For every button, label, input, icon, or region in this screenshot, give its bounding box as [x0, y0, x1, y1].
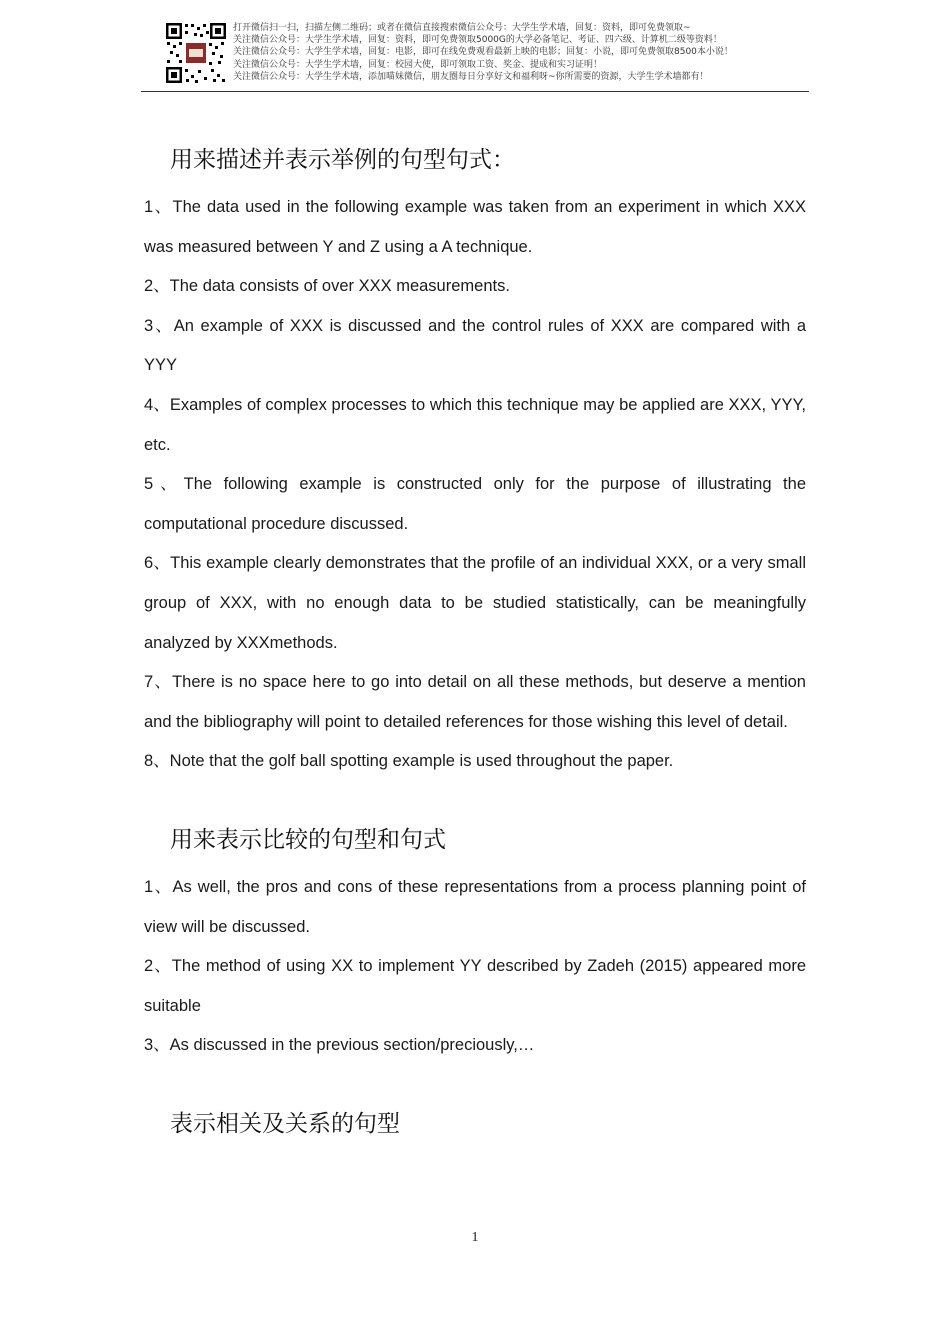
page-header — [165, 22, 809, 92]
section-examples — [144, 140, 806, 782]
list-item: 6、This example clearly demonstrates that the profile of an individual XXX, or a very small group of XXX, with no enough data to be studied statistically, can be meaningfully analyzed by XXXmethods. — [144, 554, 806, 652]
list-item: 7、There is no space here to go into detail on all these methods, but deserve a mention and the bibliography will point to detailed references for those wishing this level of detail. — [144, 673, 806, 731]
header-line: 关注微信公众号：大学生学术墙，添加喵妹微信，朋友圈每日分享好文和福利呀~你所需要的资源，大学生学术墙都有！ — [233, 71, 709, 82]
header-line: 关注微信公众号：大学生学术墙，回复：资料，即可免费领取5000G的大学必备笔记、考证、四六级、计算机二级等资料！ — [233, 35, 722, 46]
header-line: 关注微信公众号：大学生学术墙，回复：校园大使，即可领取工资、奖金、提成和实习证明！ — [233, 59, 603, 70]
list-item: 4、Examples of complex processes to which this technique may be applied are XXX, YYY, etc. — [144, 395, 806, 454]
header-line: 关注微信公众号：大学生学术墙，回复：电影，即可在线免费观看最新上映的电影；回复：小说，即可免费领取8500本小说！ — [233, 47, 733, 58]
section-title: 表示相关及关系的句型 — [170, 1110, 400, 1137]
document-body — [144, 140, 806, 1182]
header-divider — [141, 91, 809, 92]
header-notice — [233, 22, 813, 83]
list-item: 5、The following example is constructed only for the purpose of illustrating the computational procedure discussed. — [144, 475, 806, 533]
list-item: 8、Note that the golf ball spotting example is used throughout the paper. — [144, 752, 674, 771]
header-line: 打开微信扫一扫，扫描左侧二维码；或者在微信直接搜索微信公众号：大学生学术墙，回复：资料，即可免费领取~ — [233, 23, 691, 33]
list-item: 3、An example of XXX is discussed and the control rules of XXX are compared with a YYY — [144, 316, 806, 375]
page-number: 1 — [471, 1230, 479, 1245]
list-item: 3、As discussed in the previous section/preciously,… — [144, 1036, 535, 1055]
list-item: 2、The method of using XX to implement YY described by Zadeh (2015) appeared more suitable — [144, 957, 806, 1015]
list-item: 1、As well, the pros and cons of these representations from a process planning point of view will be discussed. — [144, 877, 806, 936]
qr-code-icon — [165, 22, 227, 84]
list-item: 1、The data used in the following example was taken from an experiment in which XXX was measured between Y and Z using a A technique. — [144, 198, 806, 256]
section-title: 用来表示比较的句型和句式 — [170, 826, 446, 853]
section-title: 用来描述并表示举例的句型句式： — [170, 147, 515, 173]
section-comparison — [144, 820, 806, 1066]
list-item: 2、The data consists of over XXX measurements. — [144, 277, 510, 296]
section-relations — [144, 1104, 806, 1144]
